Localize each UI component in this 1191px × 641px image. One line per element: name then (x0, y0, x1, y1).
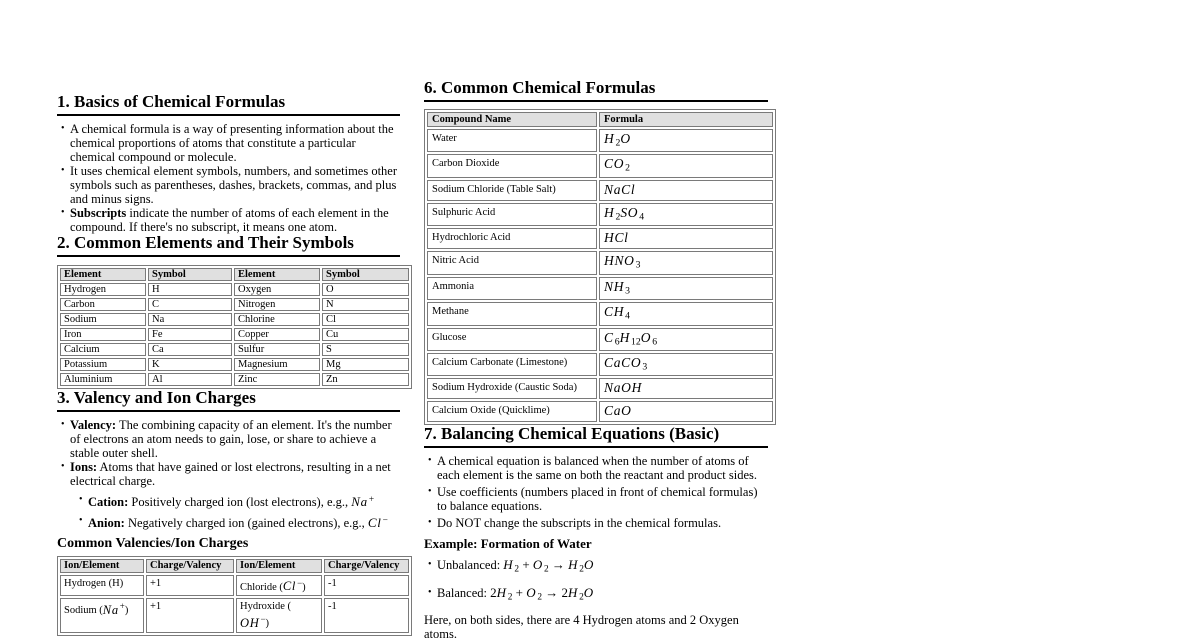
section-3-title: 3. Valency and Ion Charges (57, 389, 400, 412)
ion-formula: Cl− (367, 515, 388, 531)
chemical-formula: CaCO$_3$ (604, 354, 648, 373)
symbol-cell: Cl (322, 313, 409, 326)
formula-cell (599, 378, 773, 399)
table-row (60, 343, 409, 356)
compound-name-cell: Sodium Hydroxide (Caustic Soda) (427, 378, 597, 399)
compound-name-cell: Sulphuric Acid (427, 203, 597, 226)
column-header: Charge/Valency (146, 559, 234, 573)
chemical-formula: NaOH (604, 380, 643, 396)
bullet-item (70, 164, 400, 206)
element-cell: Calcium (60, 343, 146, 356)
symbol-cell: Al (148, 373, 232, 386)
element-cell: Chlorine (234, 313, 320, 326)
table-row (427, 228, 773, 249)
column-header: Formula (599, 112, 773, 127)
formula-cell (599, 228, 773, 249)
cell-text: -1 (328, 578, 337, 590)
symbol-cell: H (148, 283, 232, 296)
ion-element-cell (236, 575, 322, 596)
table-row (427, 251, 773, 274)
compound-name-cell: Methane (427, 302, 597, 325)
bullet-item (437, 584, 768, 606)
element-cell: Magnesium (234, 358, 320, 371)
ion-formula: Cl− (282, 578, 303, 594)
symbol-cell: N (322, 298, 409, 311)
table-header-row (60, 559, 409, 573)
symbol-cell: O (322, 283, 409, 296)
section-6-title: 6. Common Chemical Formulas (424, 79, 768, 102)
equation-label: Balanced: (437, 585, 491, 600)
chemical-formula: $NH_3$ (604, 278, 631, 297)
formula-cell (599, 203, 773, 226)
formula-cell (599, 154, 773, 177)
equation-list (424, 556, 768, 606)
table-row (60, 283, 409, 296)
element-cell: Potassium (60, 358, 146, 371)
formula-cell (599, 328, 773, 351)
section-1-bullets (57, 122, 400, 234)
charge-cell (146, 598, 234, 632)
chemical-formula: $HNO_3$ (604, 253, 641, 271)
ion-element-cell (60, 598, 144, 632)
section-7-title: 7. Balancing Chemical Equations (Basic) (424, 425, 768, 448)
symbol-cell: C (148, 298, 232, 311)
bullet-item (437, 516, 768, 530)
bullet-text: Atoms that have gained or lost electrons, resulting in a net electrical charge. (70, 460, 391, 488)
cell-text: ) (124, 605, 129, 617)
chemical-formula: $H_2O$ (604, 131, 631, 149)
ion-element-cell (60, 575, 144, 596)
compound-name-cell: Water (427, 129, 597, 152)
symbol-cell: S (322, 343, 409, 356)
formula-cell (599, 129, 773, 152)
bullet-item (437, 454, 768, 482)
ion-formula: Na+ (102, 601, 125, 617)
bullet-item (70, 122, 400, 164)
bullet-item (88, 493, 400, 509)
element-cell: Nitrogen (234, 298, 320, 311)
bullet-item (437, 556, 768, 578)
column-header: Charge/Valency (324, 559, 409, 573)
charge-cell (324, 575, 409, 596)
example-heading: Example: Formation of Water (424, 536, 592, 552)
element-cell: Copper (234, 328, 320, 341)
symbol-cell: Zn (322, 373, 409, 386)
valencies-heading: Common Valencies/Ion Charges (57, 536, 249, 552)
cell-text: +1 (150, 578, 162, 590)
chemical-formula: $H_2SO_4$ (604, 204, 645, 223)
bullet-text: Negatively charged ion (gained electrons), e.g., (124, 516, 368, 531)
table-row (60, 575, 409, 596)
column-header: Ion/Element (60, 559, 144, 573)
table-row (60, 313, 409, 326)
formula-cell (599, 353, 773, 376)
cell-text: Chloride ( (240, 582, 283, 594)
symbol-cell: Ca (148, 343, 232, 356)
element-cell: Hydrogen (60, 283, 146, 296)
column-header: Ion/Element (236, 559, 322, 573)
formula-cell (599, 277, 773, 300)
element-cell: Aluminium (60, 373, 146, 386)
valencies-table (57, 556, 412, 635)
ion-formula: OH− (240, 614, 266, 630)
table-row (427, 203, 773, 226)
bullet-item (88, 514, 400, 530)
symbol-cell: Mg (322, 358, 409, 371)
element-cell: Iron (60, 328, 146, 341)
formula-cell (599, 180, 773, 201)
bullet-text: Positively charged ion (lost electrons), e.g., (128, 495, 352, 510)
elements-symbols-table (57, 265, 412, 389)
bullet-bold-lead: Anion: (88, 516, 125, 531)
equation-label: Unbalanced: (437, 558, 504, 573)
compound-name-cell: Carbon Dioxide (427, 154, 597, 177)
bullet-text: Use coefficients (numbers placed in front of chemical formulas) to balance equations. (437, 485, 758, 514)
table-row (60, 358, 409, 371)
cell-text: -1 (328, 601, 337, 613)
section-2-title: 2. Common Elements and Their Symbols (57, 234, 400, 257)
symbol-cell: K (148, 358, 232, 371)
compound-name-cell: Sodium Chloride (Table Salt) (427, 180, 597, 201)
compound-name-cell: Nitric Acid (427, 251, 597, 274)
bullet-bold-lead: Subscripts (70, 206, 127, 220)
chemical-equation: $H_2 + O_2 \to H_2O$ (503, 557, 595, 575)
element-cell: Oxygen (234, 283, 320, 296)
column-header: Symbol (148, 268, 232, 281)
table-row (60, 298, 409, 311)
chemical-formula: $C_6H_{12}O_6$ (604, 329, 658, 347)
bullet-text: A chemical formula is a way of presenting information about the chemical proportions of atoms that constitute a particular chemical compound or molecule. (70, 122, 394, 164)
bullet-item (70, 418, 400, 460)
charge-cell (324, 598, 409, 632)
bullet-bold-lead: Valency: (70, 418, 117, 432)
table-row (427, 129, 773, 152)
table-row (427, 277, 773, 300)
symbol-cell: Fe (148, 328, 232, 341)
compound-name-cell: Ammonia (427, 277, 597, 300)
section-3-bullets (57, 418, 400, 530)
table-row (60, 598, 409, 632)
compound-name-cell: Calcium Carbonate (Limestone) (427, 353, 597, 376)
bullet-text: Do NOT change the subscripts in the chemical formulas. (437, 516, 722, 531)
chemical-formula: $CO_2$ (604, 156, 631, 174)
ion-formula: Na+ (351, 494, 375, 510)
bullet-text: The combining capacity of an element. It's the number of electrons an atom needs to gain, lose, or share to achieve a stable outer shell. (70, 418, 392, 460)
section-7-bullets (424, 454, 768, 530)
compound-name-cell: Calcium Oxide (Quicklime) (427, 401, 597, 422)
formula-cell (599, 251, 773, 274)
element-cell: Zinc (234, 373, 320, 386)
ion-element-cell (236, 598, 322, 632)
bullet-item (70, 460, 400, 530)
table-row (427, 401, 773, 422)
column-header: Element (234, 268, 320, 281)
cell-text: Hydroxide ( (240, 601, 292, 613)
bullet-bold-lead: Ions: (70, 460, 98, 474)
formula-cell (599, 401, 773, 422)
element-cell: Sulfur (234, 343, 320, 356)
bullet-text: indicate the number of atoms of each element in the compound. If there's no subscript, it means one atom. (70, 206, 389, 234)
cell-text: Hydrogen (H) (64, 578, 124, 590)
chemical-formula: CaO (604, 403, 632, 419)
chemical-equation: $2H_2 + O_2 \to 2H_2O$ (490, 584, 594, 603)
left-column (57, 93, 400, 636)
chemical-formula: $CH_4$ (604, 304, 631, 322)
column-header: Element (60, 268, 146, 281)
section-1-title: 1. Basics of Chemical Formulas (57, 93, 400, 116)
formula-cell (599, 302, 773, 325)
formulas-table (424, 109, 776, 425)
chemical-formula: HCl (604, 230, 629, 246)
compound-name-cell: Glucose (427, 328, 597, 351)
bullet-bold-lead: Cation: (88, 495, 129, 510)
chemical-formula: NaCl (604, 181, 636, 197)
table-row (427, 302, 773, 325)
cell-text: ) (302, 582, 306, 594)
bullet-text: It uses chemical element symbols, numbers, and sometimes other symbols such as parentheses, dashes, brackets, commas, and plus and minus signs. (70, 164, 398, 206)
bullet-text: A chemical equation is balanced when the number of atoms of each element is the same on both the reactant and product sides. (437, 454, 758, 483)
symbol-cell: Na (148, 313, 232, 326)
column-header: Symbol (322, 268, 409, 281)
table-row (427, 180, 773, 201)
element-cell: Carbon (60, 298, 146, 311)
bullet-item (70, 206, 400, 234)
charge-cell (146, 575, 234, 596)
cell-text: Sodium ( (64, 605, 103, 617)
column-header: Compound Name (427, 112, 597, 127)
table-row (427, 328, 773, 351)
right-column (424, 79, 768, 641)
element-cell: Sodium (60, 313, 146, 326)
table-header-row (60, 268, 409, 281)
table-row (427, 154, 773, 177)
table-header-row (427, 112, 773, 127)
symbol-cell: Cu (322, 328, 409, 341)
table-row (60, 373, 409, 386)
table-row (427, 378, 773, 399)
section-3-sub-bullets (70, 493, 400, 530)
bullet-item (437, 485, 768, 513)
cell-text: ) (265, 618, 270, 630)
cell-text: +1 (150, 601, 162, 613)
table-row (427, 353, 773, 376)
closing-note: Here, on both sides, there are 4 Hydrogen atoms and 2 Oxygen atoms. (424, 613, 739, 641)
compound-name-cell: Hydrochloric Acid (427, 228, 597, 249)
table-row (60, 328, 409, 341)
